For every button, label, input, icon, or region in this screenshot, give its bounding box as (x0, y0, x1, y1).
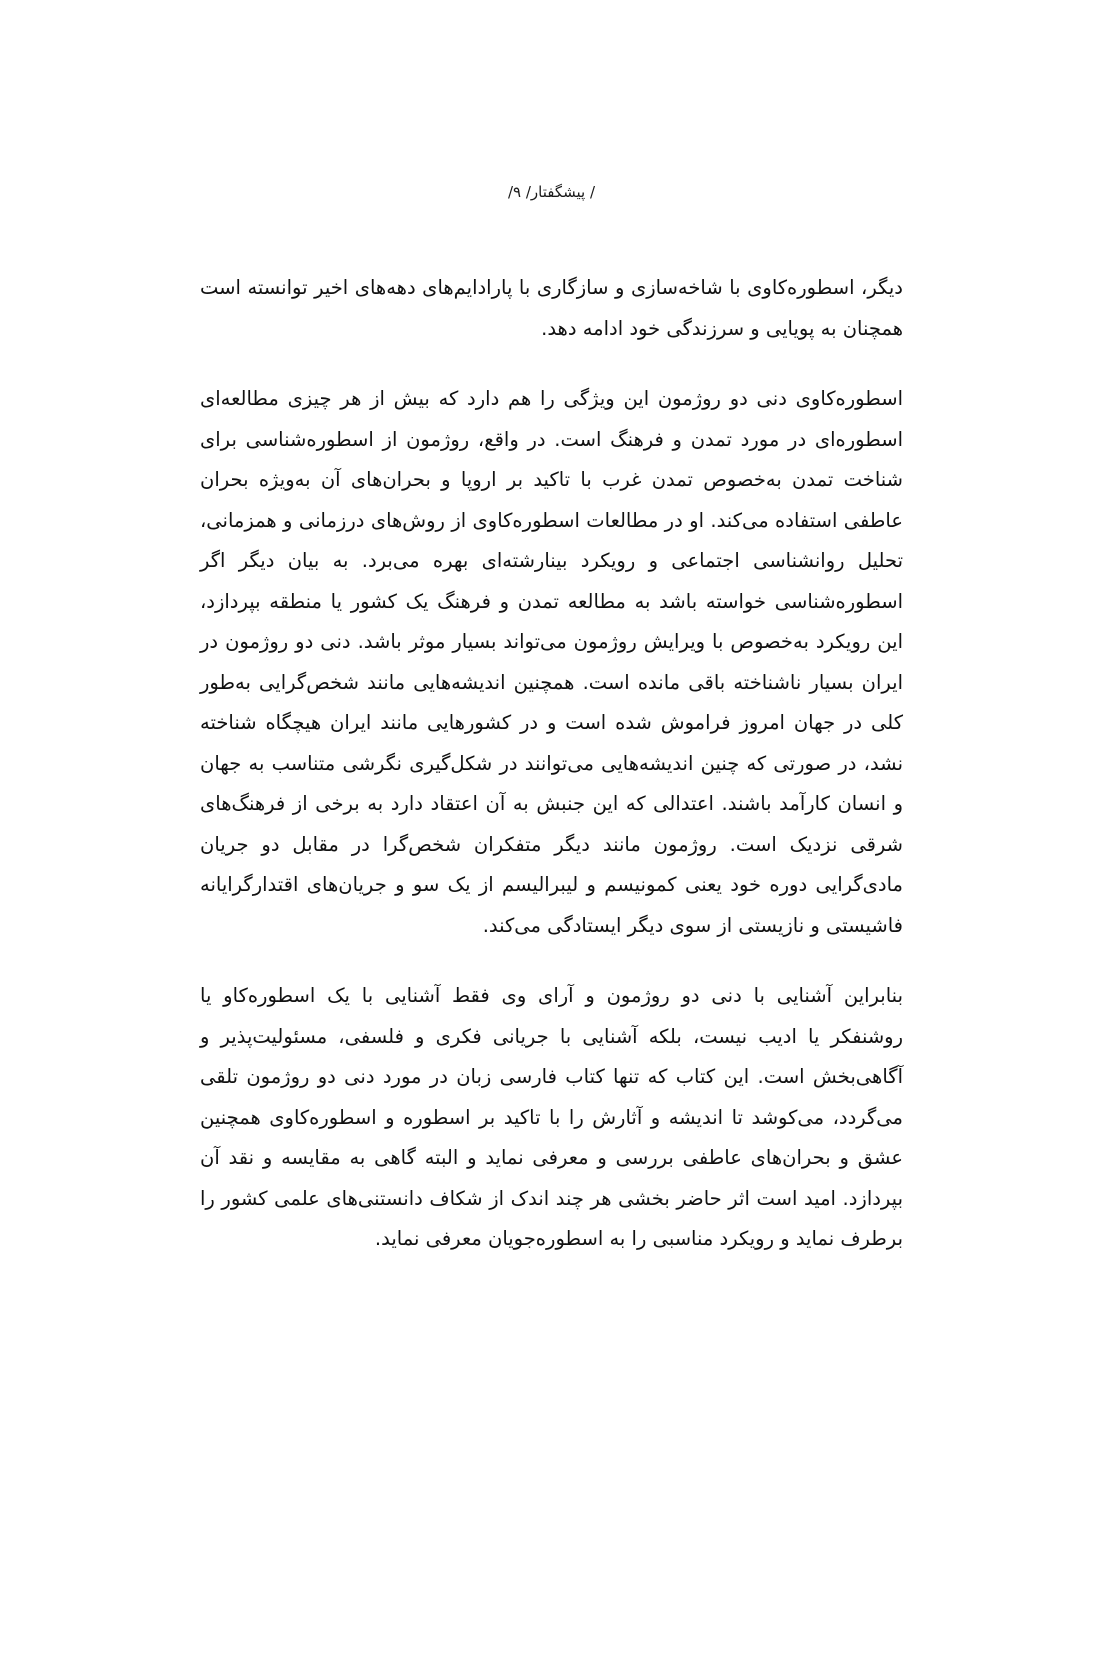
running-header: / پیشگفتار/ ۹/ (507, 183, 596, 201)
paragraph-2: اسطوره‌کاوی دنی دو روژمون این ویژگی را هم دارد که بیش از هر چیزی مطالعه‌ای اسطوره‌ای در مورد تمدن و فرهنگ است. در واقع، روژمون از اسطوره‌شناسی برای شناخت تمدن به‌خصوص تمدن غرب با تاکید بر اروپا و بحران‌های آن به‌ویژه بحران عاطفی استفاده می‌کند. او در مطالعات اسطوره‌کاوی از روش‌های درزمانی و همزمانی، تحلیل روانشناسی اجتماعی و رویکرد بینارشته‌ای بهره می‌برد. به بیان دیگر اگر اسطوره‌شناسی خواسته باشد به مطالعه تمدن و فرهنگ یک کشور یا منطقه بپردازد، این رویکرد به‌خصوص با ویرایش روژمون می‌تواند بسیار موثر باشد. دنی دو روژمون در ایران بسیار ناشناخته باقی مانده است. همچنین اندیشه‌هایی مانند شخص‌گرایی به‌طور کلی در جهان امروز فراموش شده است و در کشورهایی مانند ایران هیچگاه شناخته نشد، در صورتی که چنین اندیشه‌هایی می‌توانند در شکل‌گیری نگرشی متناسب به جهان و انسان کارآمد باشند. اعتدالی که این جنبش به آن اعتقاد دارد به برخی از فرهنگ‌های شرقی نزدیک است. روژمون مانند دیگر متفکران شخص‌گرا در مقابل دو جریان مادی‌گرایی دوره خود یعنی کمونیسم و لیبرالیسم از یک سو و جریان‌های اقتدارگرایانه فاشیستی و نازیستی از سوی دیگر ایستادگی می‌کند. (200, 387, 903, 937)
paragraph-1: دیگر، اسطوره‌کاوی با شاخه‌سازی و سازگاری با پارادایم‌های دهه‌های اخیر توانسته است همچنان به پویایی و سرزندگی خود ادامه دهد. (200, 276, 903, 340)
body-text (200, 268, 903, 1260)
paragraph-3: بنابراین آشنایی با دنی دو روژمون و آرای وی فقط آشنایی با یک اسطوره‌کاو یا روشنفکر یا ادیب نیست، بلکه آشنایی با جریانی فکری و فلسفی، مسئولیت‌پذیر و آگاهی‌بخش است. این کتاب که تنها کتاب فارسی زبان در مورد دنی دو روژمون تلقی می‌گردد، می‌کوشد تا اندیشه و آثارش را با تاکید بر اسطوره و اسطوره‌کاوی همچنین عشق و بحران‌های عاطفی بررسی و معرفی نماید و البته گاهی به مقایسه و نقد آن بپردازد. امید است اثر حاضر بخشی هر چند اندک از شکاف دانستنی‌های علمی کشور را برطرف نماید و رویکرد مناسبی را به اسطوره‌جویان معرفی نماید. (200, 984, 903, 1250)
